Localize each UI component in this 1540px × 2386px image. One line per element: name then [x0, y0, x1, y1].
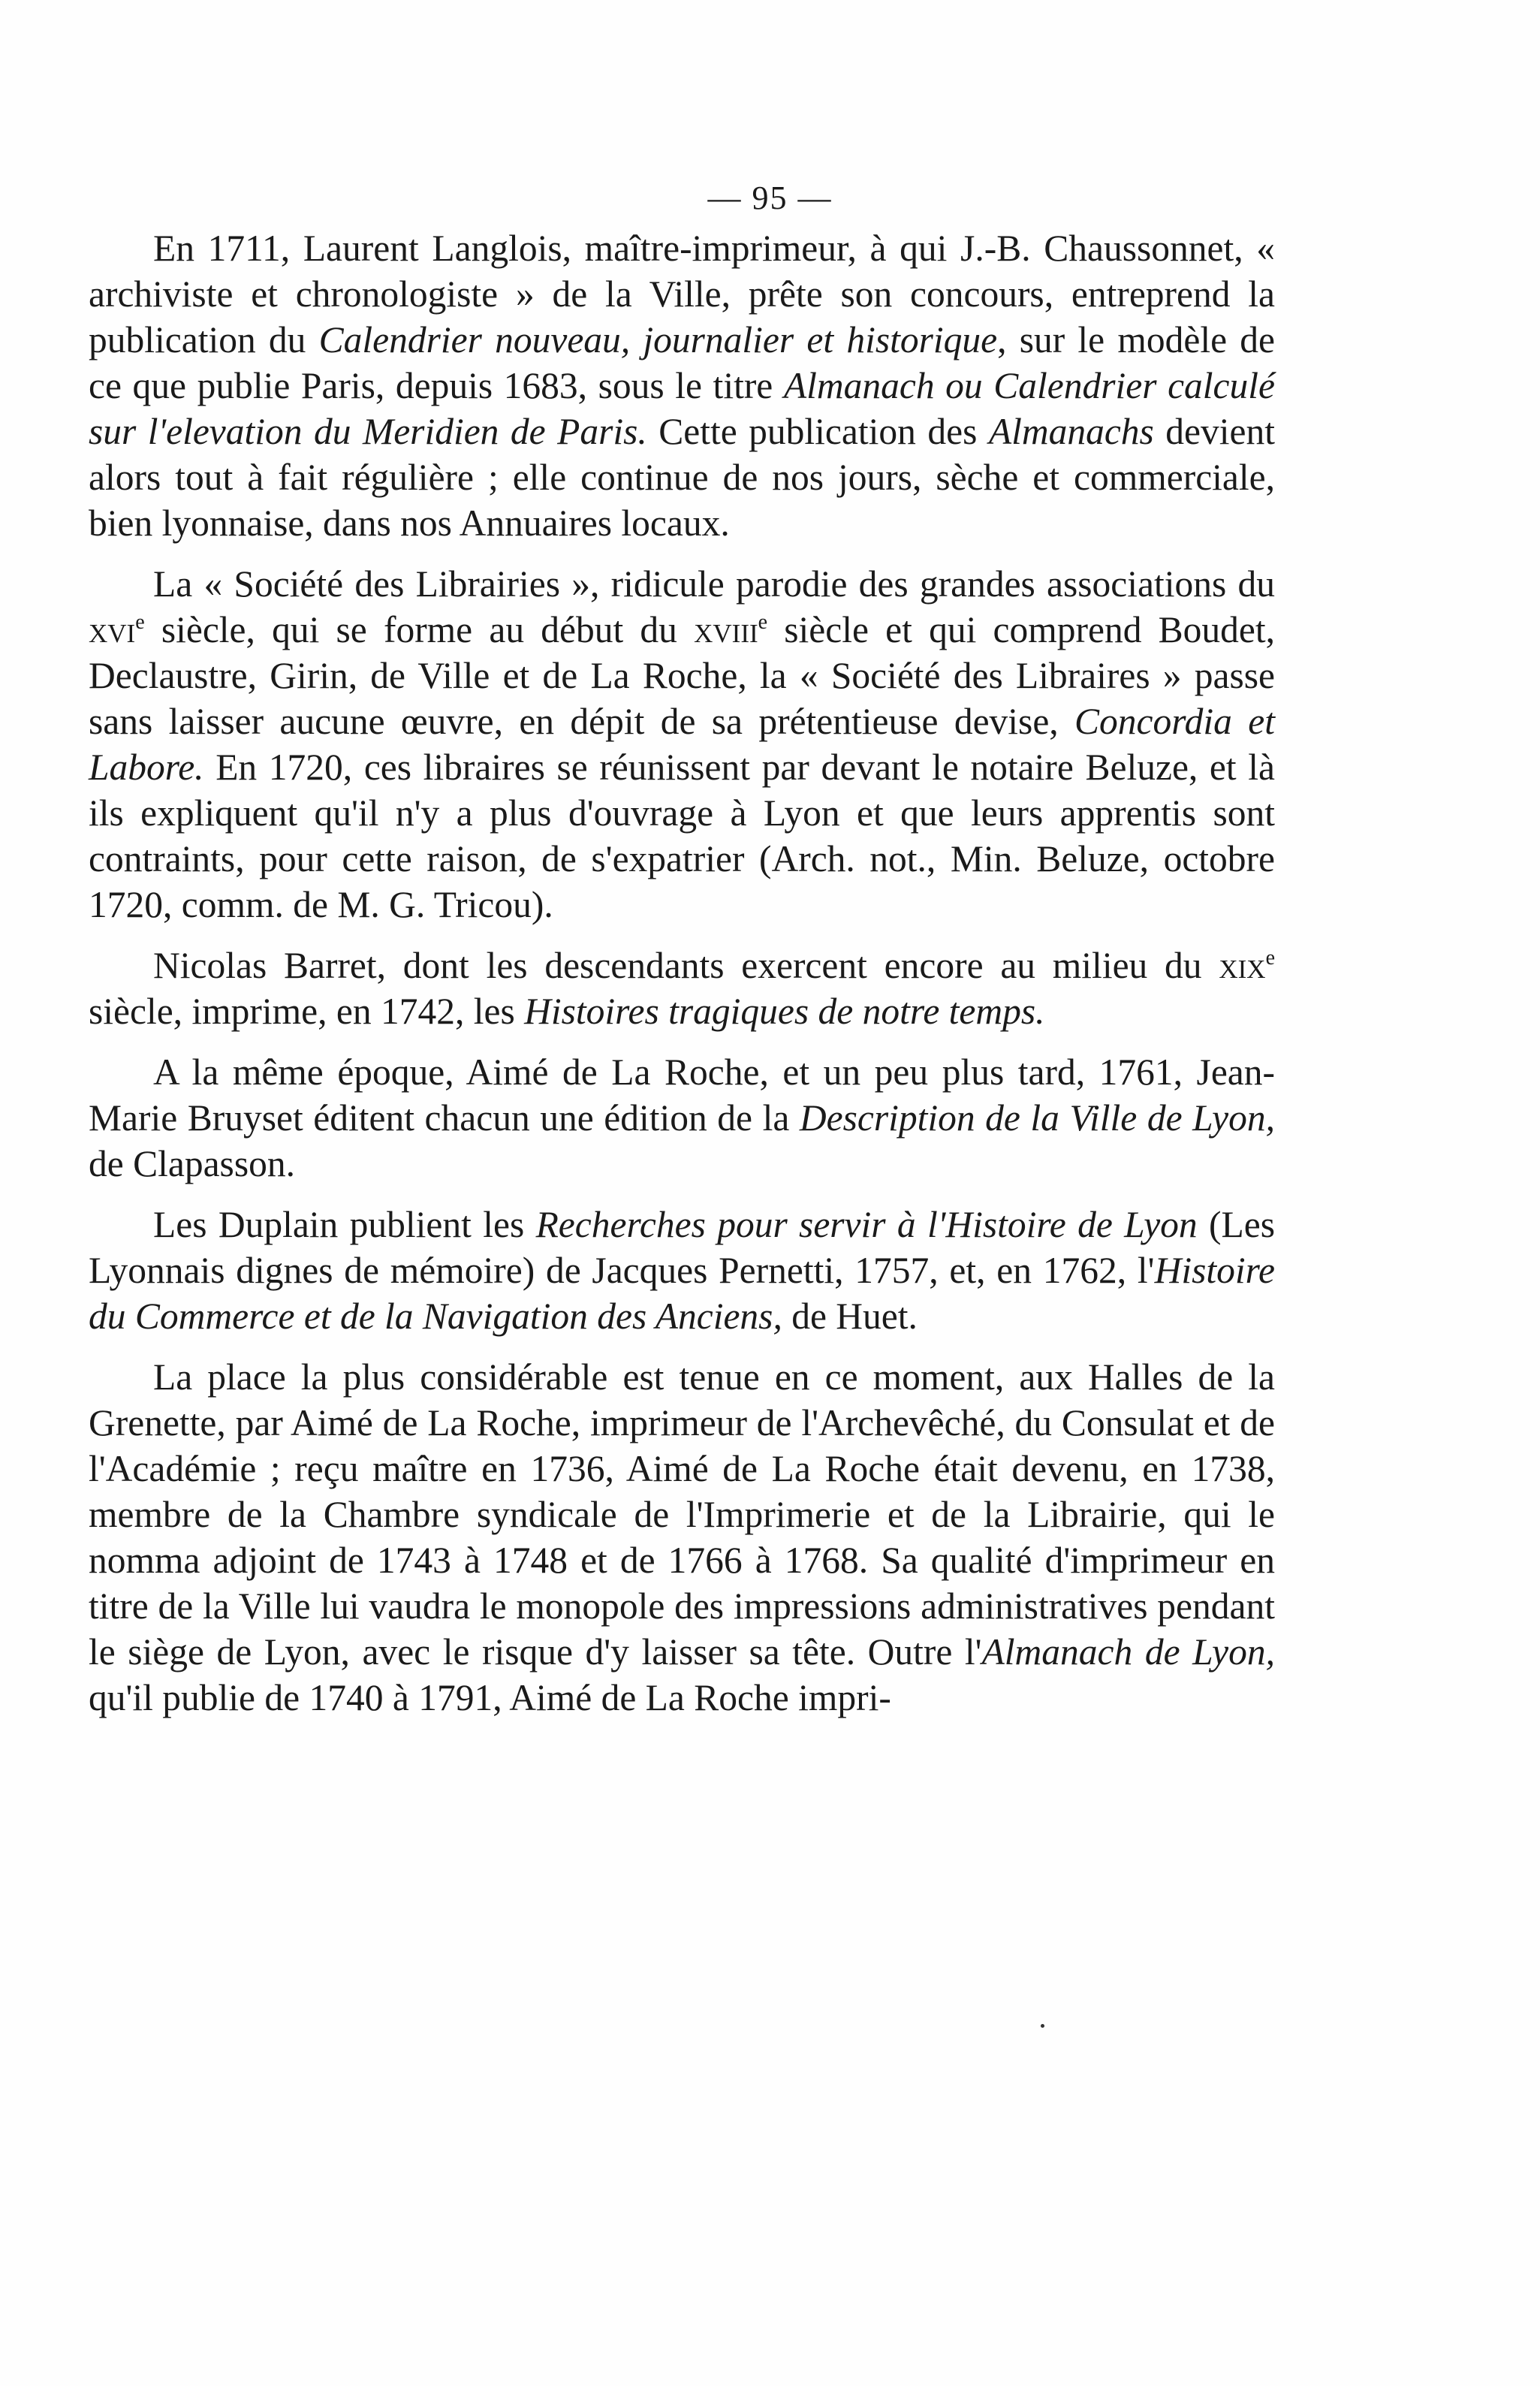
small-caps-text: xix — [1219, 945, 1266, 986]
text-run: En 1711, Laurent Langlois, maître-imprimeur, à qui J.-B. Chaussonnet, « archiviste et chronologiste » de la Ville, prête son concours, entreprend la publication du — [89, 228, 1275, 360]
text-run: Cette publication des — [646, 411, 989, 452]
superscript: e — [135, 611, 145, 634]
italic-text: Recherches pour servir à l'Histoire de Lyon — [535, 1204, 1198, 1245]
italic-text: Almanach de Lyon, — [981, 1631, 1275, 1673]
text-run: En 1720, ces libraires se réunissent par devant le notaire Beluze, et là ils expliquent qu'il n'y a plus d'ouvrage à Lyon et que leurs apprentis sont contraints, pour cette raison, de s'expatrier (Arch. not., Min. Beluze, octobre 1720, comm. de M. G. Tricou). — [89, 747, 1275, 925]
italic-text: Histoire du Commerce et de la Navigation des Anciens, — [89, 1250, 1275, 1337]
small-caps-text: xvi — [89, 609, 136, 650]
body-text — [89, 225, 1275, 1736]
italic-text: Concordia et Labore. — [89, 701, 1275, 788]
text-run: de Huet. — [782, 1296, 918, 1337]
text-run: Les Duplain publient les — [153, 1204, 536, 1245]
paragraph — [89, 561, 1275, 928]
text-run: de Clapasson. — [89, 1143, 295, 1184]
text-run: La place la plus considérable est tenue en ce moment, aux Halles de la Grenette, par Aimé de La Roche, imprimeur de l'Archevêché, du Consulat et de l'Académie ; reçu maître en 1736, Aimé de La Roche était devenu, en 1738, membre de la Chambre syndicale de l'Imprimerie et de la Librairie, qui le nomma adjoint de 1743 à 1748 et de 1766 à 1768. Sa qualité d'imprimeur en titre de la Ville lui vaudra le monopole des impressions administratives pendant le siège de Lyon, avec le risque d'y laisser sa tête. Outre l' — [89, 1356, 1275, 1673]
text-run: (Les Lyonnais dignes de mémoire) de Jacques Pernetti, 1757, et, en 1762, l' — [89, 1204, 1275, 1291]
text-run: siècle et qui comprend Boudet, Declaustre, Girin, de Ville et de La Roche, la « Société des Libraires » passe sans laisser aucune œuvre, en dépit de sa prétentieuse devise, — [89, 609, 1275, 742]
italic-text: Calendrier nouveau, journalier et historique — [318, 319, 998, 360]
text-run: siècle, qui se forme au début du — [144, 609, 695, 650]
italic-text: Histoires tragiques de notre temps. — [524, 991, 1045, 1032]
text-run: qu'il publie de 1740 à 1791, Aimé de La Roche impri- — [89, 1677, 891, 1718]
superscript: e — [758, 611, 768, 634]
italic-text: Description de la Ville de Lyon, — [799, 1097, 1276, 1139]
paragraph — [89, 943, 1275, 1034]
paragraph — [89, 1049, 1275, 1187]
text-run: A la même époque, Aimé de La Roche, et un peu plus tard, 1761, Jean-Marie Bruyset éditent chacun une édition de la — [89, 1051, 1275, 1139]
text-run: devient alors tout à fait régulière ; elle continue de nos jours, sèche et commerciale, bien lyonnaise, dans nos Annuaires locaux. — [89, 411, 1275, 544]
paragraph — [89, 225, 1275, 546]
small-caps-text: xviii — [694, 609, 758, 650]
text-run: siècle, imprime, en 1742, les — [89, 991, 525, 1032]
superscript: e — [1265, 946, 1275, 970]
paragraph — [89, 1354, 1275, 1721]
text-run: La « Société des Librairies », ridicule parodie des grandes associations du — [153, 563, 1275, 605]
italic-text: Almanachs — [988, 411, 1154, 452]
italic-text: Almanach ou Calendrier calculé sur l'elevation du Meridien de Paris. — [89, 365, 1275, 452]
text-run: , sur le modèle de ce que publie Paris, depuis 1683, sous le titre — [89, 319, 1275, 406]
page-number: — 95 — — [707, 179, 833, 216]
text-run: Nicolas Barret, dont les descendants exercent encore au milieu du — [153, 945, 1219, 986]
ink-speck — [1041, 2024, 1044, 2028]
paragraph — [89, 1202, 1275, 1339]
